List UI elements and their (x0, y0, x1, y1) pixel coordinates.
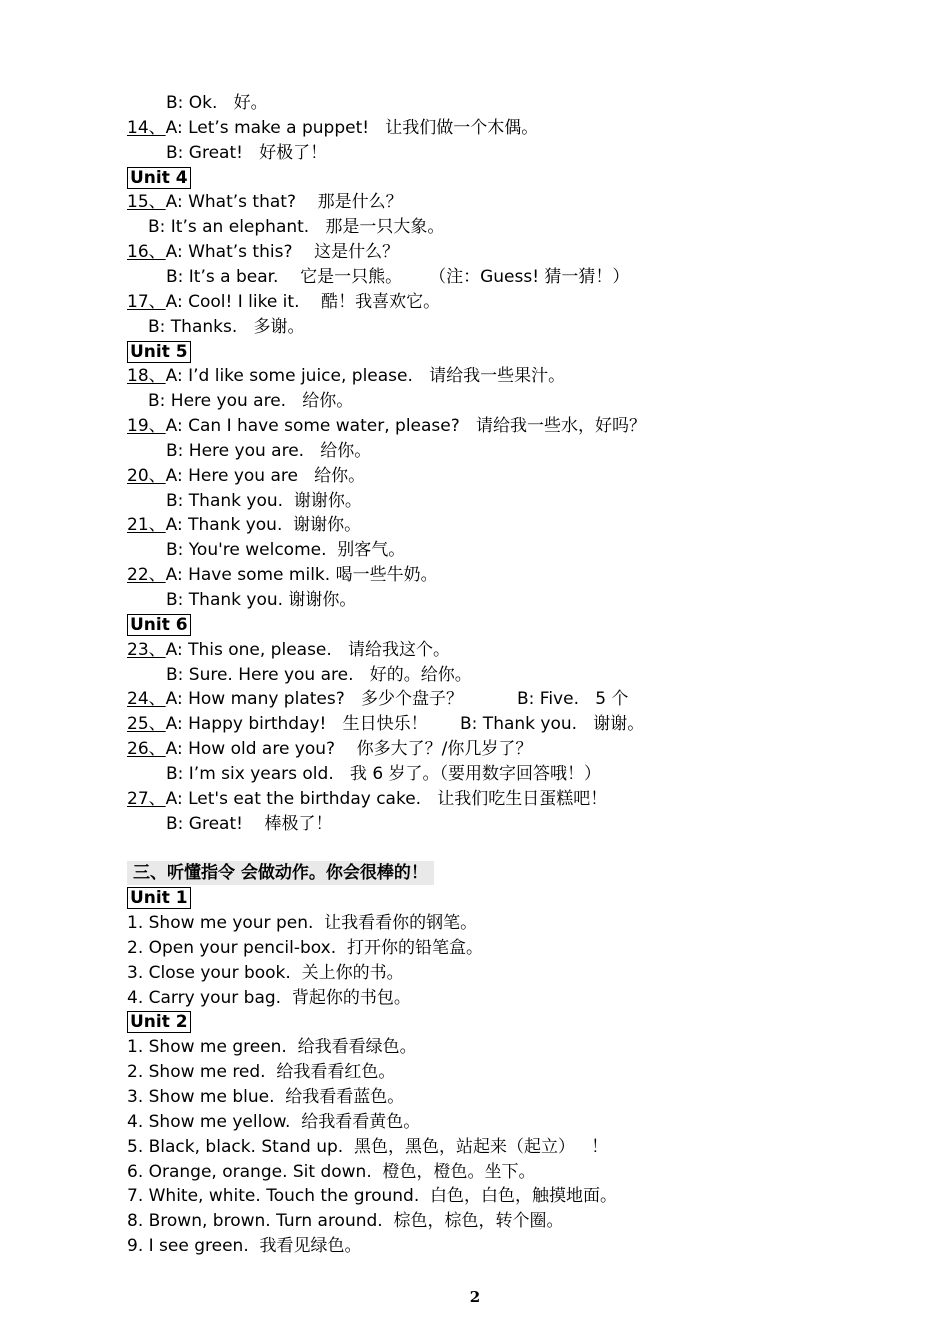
line-text: 1. Show me your pen. 让我看看你的钢笔。 (127, 913, 478, 934)
unit-heading (127, 886, 191, 910)
item-number: 25、 (127, 714, 166, 735)
line-text: B: I’m six years old. 我 6 岁了。（要用数字回答哦！） (166, 763, 602, 784)
line-text: 3. Show me blue. 给我看看蓝色。 (127, 1087, 405, 1107)
line-text: 7. White, white. Touch the ground. 白色，白色，触摸地面。 (127, 1186, 618, 1207)
unit-label: Unit 5 (127, 341, 191, 363)
dialog-line (127, 1184, 617, 1208)
dialog-line (127, 513, 361, 537)
dialog-line (127, 1110, 420, 1134)
line-text: B: Ok. 好。 (166, 93, 268, 113)
dialog-line (127, 911, 477, 935)
unit-label: Unit 6 (127, 614, 191, 636)
line-text: 3. Close your book. 关上你的书。 (127, 962, 404, 983)
unit-heading (127, 613, 191, 637)
line-text: A: Let's eat the birthday cake. 让我们吃生日蛋糕吧！ (165, 788, 608, 809)
dialog-line (127, 936, 483, 960)
unit-heading (127, 1010, 191, 1034)
dialog-line (127, 787, 607, 811)
item-number: 20、 (127, 465, 166, 486)
dialog-line (127, 464, 365, 488)
dialog-line (127, 961, 404, 985)
dialog-line (127, 638, 450, 662)
unit-label: Unit 2 (127, 1011, 191, 1033)
dialog-line (127, 290, 440, 314)
dialog-line (148, 315, 304, 339)
dialog-line (166, 588, 356, 612)
line-text: A: Can I have some water, please? 请给我一些水，好吗？ (165, 416, 646, 437)
dialog-line (127, 1209, 564, 1233)
unit-heading (127, 340, 191, 364)
item-number: 23、 (127, 639, 166, 660)
item-number: 21、 (127, 515, 166, 536)
line-text: B: It’s an elephant. 那是一只大象。 (148, 217, 445, 238)
line-text: B: Great! 棒极了！ (166, 813, 333, 834)
line-text: 2. Show me red. 给我看看红色。 (127, 1062, 396, 1083)
dialog-line (127, 1060, 395, 1084)
line-text: A: Thank you. 谢谢你。 (165, 515, 362, 536)
line-text: 9. I see green. 我看见绿色。 (127, 1236, 362, 1257)
line-text: A: Happy birthday! 生日快乐！ B: Thank you. 谢谢。 (165, 714, 645, 735)
line-text: B: You're welcome. 别客气。 (166, 540, 406, 561)
line-text: A: How many plates? 多少个盘子？ B: Five. 5 个 (165, 689, 629, 710)
dialog-line (127, 240, 399, 264)
dialog-line (127, 116, 538, 140)
line-text: A: Let’s make a puppet! 让我们做一个木偶。 (165, 117, 539, 138)
line-text: B: Here you are. 给你。 (148, 391, 354, 412)
dialog-line (127, 1035, 417, 1059)
line-text: 6. Orange, orange. Sit down. 橙色，橙色。坐下。 (127, 1161, 536, 1182)
line-text: B: Thank you. 谢谢你。 (166, 590, 357, 610)
item-number: 16、 (127, 242, 166, 263)
dialog-line (127, 737, 532, 761)
line-text: A: What’s this? 这是什么？ (165, 242, 400, 263)
dialog-line (166, 91, 268, 115)
dialog-line (127, 563, 438, 587)
line-text: A: This one, please. 请给我这个。 (165, 639, 451, 660)
item-number: 19、 (127, 416, 166, 437)
dialog-line (127, 1234, 362, 1258)
dialog-line (127, 414, 646, 438)
dialog-line (127, 986, 411, 1010)
line-text: 1. Show me green. 给我看看绿色。 (127, 1037, 417, 1058)
unit-heading (127, 166, 191, 190)
dialog-line (166, 538, 405, 562)
dialog-line (148, 215, 444, 239)
line-text: 2. Open your pencil-box. 打开你的铅笔盒。 (127, 937, 483, 958)
dialog-line (166, 439, 371, 463)
dialog-line (166, 663, 472, 687)
dialog-line (166, 489, 362, 513)
line-text: A: Cool! I like it. 酷！我喜欢它。 (165, 291, 441, 312)
page-number: 2 (469, 1288, 481, 1306)
dialog-line (166, 141, 327, 165)
line-text: B: Sure. Here you are. 好的。给你。 (166, 664, 472, 685)
line-text: B: Thank you. 谢谢你。 (166, 490, 362, 511)
item-number: 22、 (127, 565, 166, 586)
line-text: 8. Brown, brown. Turn around. 棕色，棕色，转个圈。 (127, 1211, 564, 1232)
item-number: 26、 (127, 739, 166, 760)
line-text: 4. Show me yellow. 给我看看黄色。 (127, 1111, 421, 1132)
dialog-line (148, 389, 353, 413)
line-text: A: What’s that? 那是什么？ (165, 192, 403, 213)
unit-label: Unit 1 (127, 887, 191, 909)
line-text: B: It’s a bear. 它是一只熊。 （注：Guess! 猜一猜！） (166, 266, 630, 287)
line-text: 5. Black, black. Stand up. 黑色，黑色，站起来（起立） ！ (127, 1136, 609, 1157)
unit-label: Unit 4 (127, 167, 191, 189)
dialog-line (166, 812, 333, 836)
dialog-line (127, 1085, 404, 1109)
dialog-line (127, 1135, 608, 1159)
line-text: A: I’d like some juice, please. 请给我一些果汁。 (165, 366, 566, 387)
dialog-line (166, 762, 601, 786)
item-number: 24、 (127, 689, 166, 710)
item-number: 17、 (127, 291, 166, 312)
item-number: 15、 (127, 192, 166, 213)
item-number: 18、 (127, 366, 166, 387)
line-text: A: Here you are 给你。 (165, 465, 366, 486)
dialog-line (127, 190, 403, 214)
dialog-line (127, 364, 565, 388)
item-number: 27、 (127, 788, 166, 809)
section-title: 三、听懂指令 会做动作。你会很棒的！ (127, 861, 434, 885)
line-text: B: Thanks. 多谢。 (148, 316, 305, 337)
section-heading (127, 861, 434, 885)
dialog-line (127, 1160, 536, 1184)
dialog-line (127, 687, 628, 711)
dialog-line (166, 265, 629, 289)
line-text: B: Great! 好极了！ (166, 142, 328, 163)
line-text: A: How old are you? 你多大了？/你几岁了？ (165, 739, 533, 760)
line-text: B: Here you are. 给你。 (166, 440, 372, 461)
line-text: 4. Carry your bag. 背起你的书包。 (127, 987, 411, 1008)
line-text: A: Have some milk. 喝一些牛奶。 (165, 565, 438, 586)
item-number: 14、 (127, 117, 166, 138)
dialog-line (127, 712, 644, 736)
